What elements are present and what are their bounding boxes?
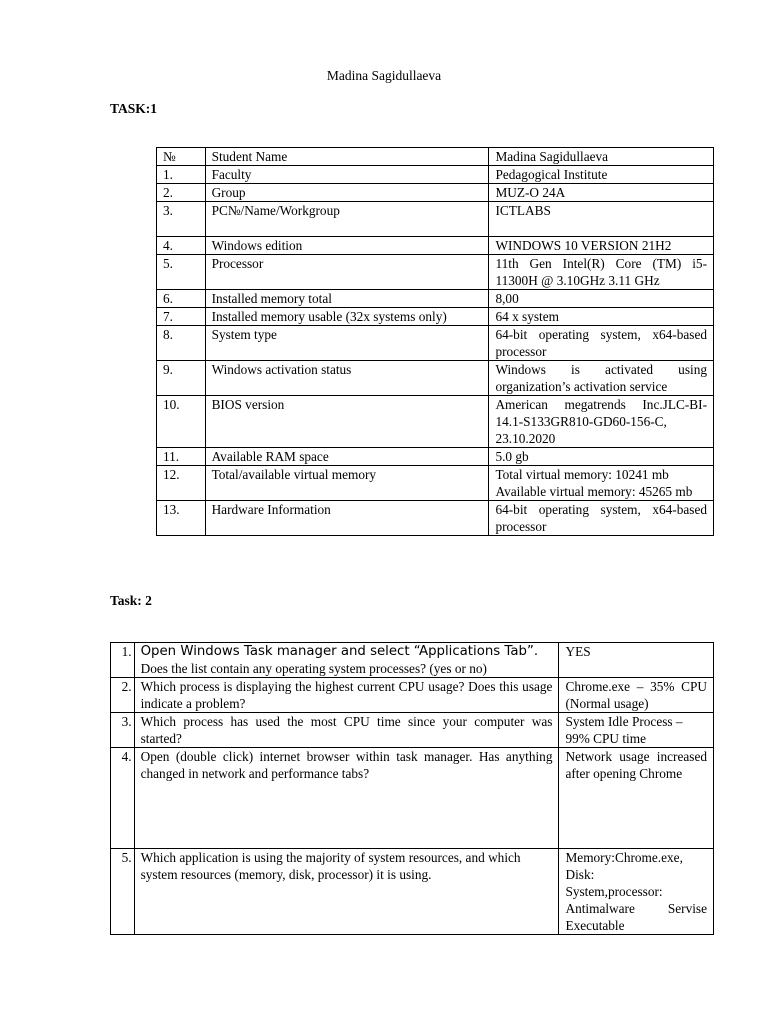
- table-row: [157, 308, 714, 326]
- row-label: Faculty: [205, 166, 489, 184]
- header-number: №: [157, 148, 206, 166]
- row-value: 64-bit operating system, x64-based processor: [489, 501, 714, 536]
- header-student-name: Student Name: [205, 148, 489, 166]
- row-number: 8.: [157, 326, 206, 361]
- question-instruction: Open Windows Task manager and select “Applications Tab”.: [140, 644, 539, 659]
- row-value: Windows is activated using organization’s activation service: [489, 361, 714, 396]
- row-label: Group: [205, 184, 489, 202]
- row-number: 9.: [157, 361, 206, 396]
- answer-line: Disk:: [565, 867, 595, 882]
- task1-table: [156, 147, 714, 536]
- table-row: [157, 166, 714, 184]
- row-value: 64-bit operating system, x64-based processor: [489, 326, 714, 361]
- table-row: [111, 748, 714, 849]
- row-value: 8,00: [489, 290, 714, 308]
- row-number: 2.: [157, 184, 206, 202]
- table-row: [157, 466, 714, 501]
- row-answer: Chrome.exe – 35% CPU (Normal usage): [559, 678, 714, 713]
- row-number: 5.: [157, 255, 206, 290]
- row-number: 4.: [157, 237, 206, 255]
- row-label: Total/available virtual memory: [205, 466, 489, 501]
- row-number: 3.: [157, 202, 206, 237]
- table-row: [157, 501, 714, 536]
- row-number: 1.: [157, 166, 206, 184]
- row-number: 6.: [157, 290, 206, 308]
- row-label: BIOS version: [205, 396, 489, 448]
- table-row: [111, 678, 714, 713]
- row-value: ICTLABS: [489, 202, 714, 237]
- row-question: Open (double click) internet browser within task manager. Has anything changed in network and performance tabs?: [134, 748, 559, 849]
- row-label: Available RAM space: [205, 448, 489, 466]
- row-value: WINDOWS 10 VERSION 21H2: [489, 237, 714, 255]
- row-value: 64 x system: [489, 308, 714, 326]
- row-question: Which application is using the majority of system resources, and which system resources (memory, disk, processor) it is using.: [134, 849, 559, 935]
- row-answer: Network usage increased after opening Chrome: [559, 748, 714, 849]
- row-number: 4.: [111, 748, 135, 849]
- document-author: Madina Sagidullaeva: [326, 68, 442, 83]
- row-number: 1.: [111, 643, 135, 678]
- row-value: MUZ-O 24A: [489, 184, 714, 202]
- table-row: [157, 255, 714, 290]
- row-number: 2.: [111, 678, 135, 713]
- table-row: [157, 184, 714, 202]
- task1-heading: TASK:1: [110, 101, 158, 116]
- table-row: [157, 396, 714, 448]
- row-number: 7.: [157, 308, 206, 326]
- row-label: Windows edition: [205, 237, 489, 255]
- row-label: PC№/Name/Workgroup: [205, 202, 489, 237]
- row-number: 5.: [111, 849, 135, 935]
- answer-line: Antimalware Servise Executable: [565, 901, 707, 933]
- row-label: Processor: [205, 255, 489, 290]
- row-value: Pedagogical Institute: [489, 166, 714, 184]
- row-answer: System Idle Process – 99% CPU time: [559, 713, 714, 748]
- row-label: Installed memory usable (32x systems only): [205, 308, 489, 326]
- task2-table: [110, 642, 714, 935]
- row-question: Which process has used the most CPU time since your computer was started?: [134, 713, 559, 748]
- header-student-value: Madina Sagidullaeva: [489, 148, 714, 166]
- table-row: [157, 326, 714, 361]
- answer-line: System,processor:: [565, 884, 663, 899]
- row-answer: [559, 849, 714, 935]
- row-question: [134, 643, 559, 678]
- question-text: Does the list contain any operating system processes? (yes or no): [140, 661, 487, 676]
- row-number: 3.: [111, 713, 135, 748]
- row-label: System type: [205, 326, 489, 361]
- row-label: Windows activation status: [205, 361, 489, 396]
- row-value: 11th Gen Intel(R) Core (TM) i5-11300H @ 3.10GHz 3.11 GHz: [489, 255, 714, 290]
- row-value: Total virtual memory: 10241 mb Available virtual memory: 45265 mb: [489, 466, 714, 501]
- table-row: [111, 849, 714, 935]
- table-row: [111, 713, 714, 748]
- row-number: 11.: [157, 448, 206, 466]
- answer-line: Memory:Chrome.exe,: [565, 850, 683, 865]
- row-value: 5.0 gb: [489, 448, 714, 466]
- row-question: Which process is displaying the highest current CPU usage? Does this usage indicate a problem?: [134, 678, 559, 713]
- row-number: 10.: [157, 396, 206, 448]
- row-answer: YES: [559, 643, 714, 678]
- table-row: [157, 202, 714, 237]
- row-label: Installed memory total: [205, 290, 489, 308]
- row-number: 12.: [157, 466, 206, 501]
- table-row: [157, 290, 714, 308]
- row-number: 13.: [157, 501, 206, 536]
- table-row: [157, 237, 714, 255]
- table-row: [157, 448, 714, 466]
- task2-heading: Task: 2: [110, 593, 152, 608]
- table-row: [157, 148, 714, 166]
- table-row: [157, 361, 714, 396]
- table-row: [111, 643, 714, 678]
- row-label: Hardware Information: [205, 501, 489, 536]
- row-value: American megatrends Inc.JLC-BI-14.1-S133GR810-GD60-156-C, 23.10.2020: [489, 396, 714, 448]
